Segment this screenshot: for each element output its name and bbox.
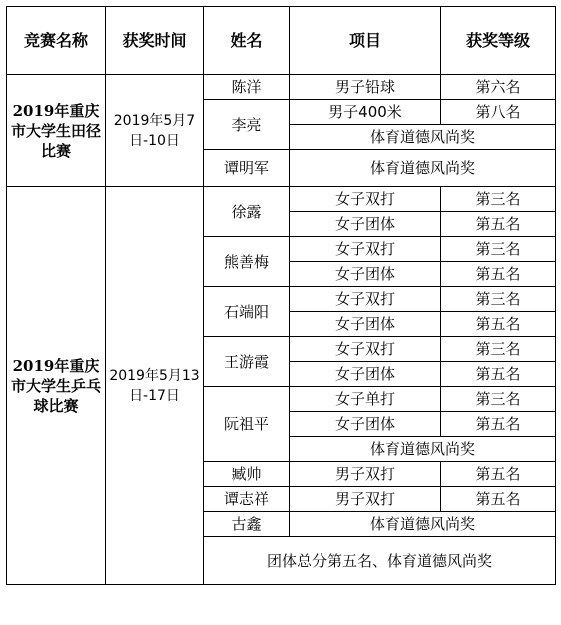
level-cell: 第三名 <box>441 337 556 362</box>
athlete-name: 谭志祥 <box>204 487 290 512</box>
header-event: 项目 <box>290 7 441 75</box>
event-cell: 女子双打 <box>290 287 441 312</box>
level-cell: 第五名 <box>441 412 556 437</box>
header-level: 获奖等级 <box>441 7 556 75</box>
event-cell: 男子双打 <box>290 487 441 512</box>
athlete-name: 石端阳 <box>204 287 290 337</box>
header-row <box>7 7 556 75</box>
event-cell: 男子400米 <box>290 100 441 125</box>
table-row <box>7 187 556 212</box>
event-cell: 女子团体 <box>290 212 441 237</box>
table-row <box>7 75 556 100</box>
event-cell: 男子铅球 <box>290 75 441 100</box>
header-name: 姓名 <box>204 7 290 75</box>
athlete-name: 谭明军 <box>204 150 290 187</box>
athlete-name: 徐露 <box>204 187 290 237</box>
event-cell: 男子双打 <box>290 462 441 487</box>
awards-table <box>6 6 556 585</box>
award-cell: 体育道德风尚奖 <box>290 512 556 537</box>
athlete-name: 陈洋 <box>204 75 290 100</box>
event-cell: 女子双打 <box>290 337 441 362</box>
header-competition: 竞赛名称 <box>7 7 106 75</box>
team-summary: 团体总分第五名、体育道德风尚奖 <box>204 537 556 585</box>
event-cell: 女子单打 <box>290 387 441 412</box>
header-time: 获奖时间 <box>106 7 204 75</box>
level-cell: 第五名 <box>441 212 556 237</box>
competition-track: 2019年重庆市大学生田径比赛 <box>7 75 106 187</box>
level-cell: 第五名 <box>441 487 556 512</box>
level-cell: 第六名 <box>441 75 556 100</box>
award-cell: 体育道德风尚奖 <box>290 150 556 187</box>
time-pingpong: 2019年5月13日-17日 <box>106 187 204 585</box>
level-cell: 第三名 <box>441 287 556 312</box>
athlete-name: 古鑫 <box>204 512 290 537</box>
level-cell: 第五名 <box>441 362 556 387</box>
level-cell: 第五名 <box>441 262 556 287</box>
athlete-name: 臧帅 <box>204 462 290 487</box>
level-cell: 第五名 <box>441 312 556 337</box>
time-track: 2019年5月7日-10日 <box>106 75 204 187</box>
event-cell: 女子团体 <box>290 312 441 337</box>
event-cell: 女子团体 <box>290 262 441 287</box>
athlete-name: 李亮 <box>204 100 290 150</box>
competition-pingpong: 2019年重庆市大学生乒乓球比赛 <box>7 187 106 585</box>
award-cell: 体育道德风尚奖 <box>290 437 556 462</box>
event-cell: 女子团体 <box>290 362 441 387</box>
athlete-name: 王游霞 <box>204 337 290 387</box>
level-cell: 第八名 <box>441 100 556 125</box>
level-cell: 第三名 <box>441 237 556 262</box>
event-cell: 女子双打 <box>290 237 441 262</box>
athlete-name: 阮祖平 <box>204 387 290 462</box>
athlete-name: 熊善梅 <box>204 237 290 287</box>
award-cell: 体育道德风尚奖 <box>290 125 556 150</box>
event-cell: 女子团体 <box>290 412 441 437</box>
level-cell: 第五名 <box>441 462 556 487</box>
level-cell: 第三名 <box>441 387 556 412</box>
level-cell: 第三名 <box>441 187 556 212</box>
event-cell: 女子双打 <box>290 187 441 212</box>
